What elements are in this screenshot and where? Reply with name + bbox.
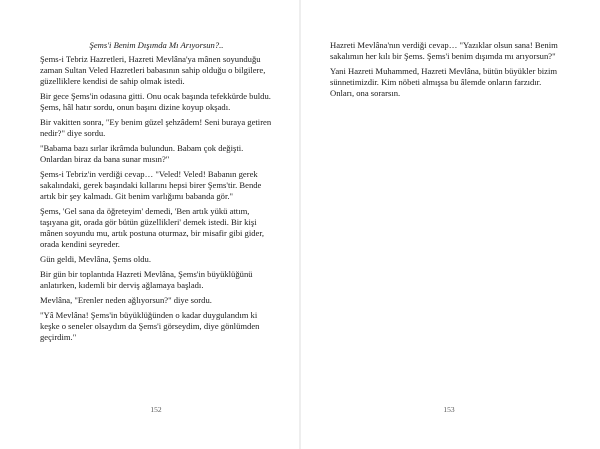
left-paragraph-5: Şems-i Tebriz'in verdiği cevap… "Veled! Veled! Babanın gerek sakalındaki, gerek başındaki kıllarını hepsi birer Şems'tir. Bende artık bir şey kalmadı. Git benim varlığımı babanda gör." [40, 169, 262, 202]
right-paragraph-2: Yani Hazreti Muhammed, Hazreti Mevlâna, bütün büyükler bizim sünnetimizdir. Kim nöbeti almışsa bu âlemde onların farzıdır. Onları, ona sorarsın. [330, 65, 558, 99]
left-paragraph-6: Şems, 'Gel sana da öğreteyim' demedi, 'Ben artık yükü attım, taşıyana git, orada gör bütün güzellikleri' demek istedi. Bir kişi mânen soyundu mu, artık postuna oturmaz, bir misafir gibi gider, orada kendini seyreder. [40, 206, 265, 250]
left-paragraph-4: "Babama bazı sırlar ikrâmda bulundun. Babam çok değişti. Onlardan biraz da bana sunar mısın?" [40, 143, 244, 165]
left-paragraph-9: Mevlâna, "Erenler neden ağlıyorsun?" diye sordu. [40, 295, 212, 306]
left-paragraph-8: Bir gün bir toplantıda Hazreti Mevlâna, Şems'in büyüklüğünü anlatırken, kıdemli bir derviş ağlamaya başladı. [40, 269, 253, 291]
right-text-block [330, 40, 560, 103]
left-page [0, 0, 299, 449]
right-page-number: 153 [443, 405, 455, 414]
left-paragraph-1: Şems-i Tebriz Hazretleri, Hazreti Mevlâna'ya mânen soyunduğu zaman Sultan Veled Hazretleri babasının sahip olduğu o bilgilere, güzelliklere kendisi de sahip olmak istedi. [40, 54, 266, 87]
left-page-number: 152 [150, 405, 162, 414]
right-page [301, 0, 600, 449]
left-text-block [40, 40, 273, 347]
chapter-title: Şems'i Benim Dışımda Mı Arıyorsun?.. [89, 40, 224, 50]
left-paragraph-10: "Yâ Mevlâna! Şems'in büyüklüğünden o kadar duygulandım ki keşke o seneler olsaydım da Şems'i görseydim, diye gönlümden geçirdim." [40, 310, 260, 343]
right-paragraph-1: Hazreti Mevlâna'nın verdiği cevap… "Yazıklar olsun sana! Benim sakalımın her kılı bir Şems. Şems'i benim dışımda mı arıyorsun?" [330, 40, 558, 62]
left-paragraph-3: Bir vakitten sonra, "Ey benim güzel şehzâdem! Seni buraya getiren nedir?" diye sordu. [40, 117, 272, 139]
left-paragraph-7: Gün geldi, Mevlâna, Şems oldu. [40, 254, 151, 265]
left-paragraph-2: Bir gece Şems'in odasına gitti. Onu ocak başında tefekkürde buldu. Şems, hâl hatır sordu, onun başını dizine koyup okşadı. [40, 91, 271, 113]
